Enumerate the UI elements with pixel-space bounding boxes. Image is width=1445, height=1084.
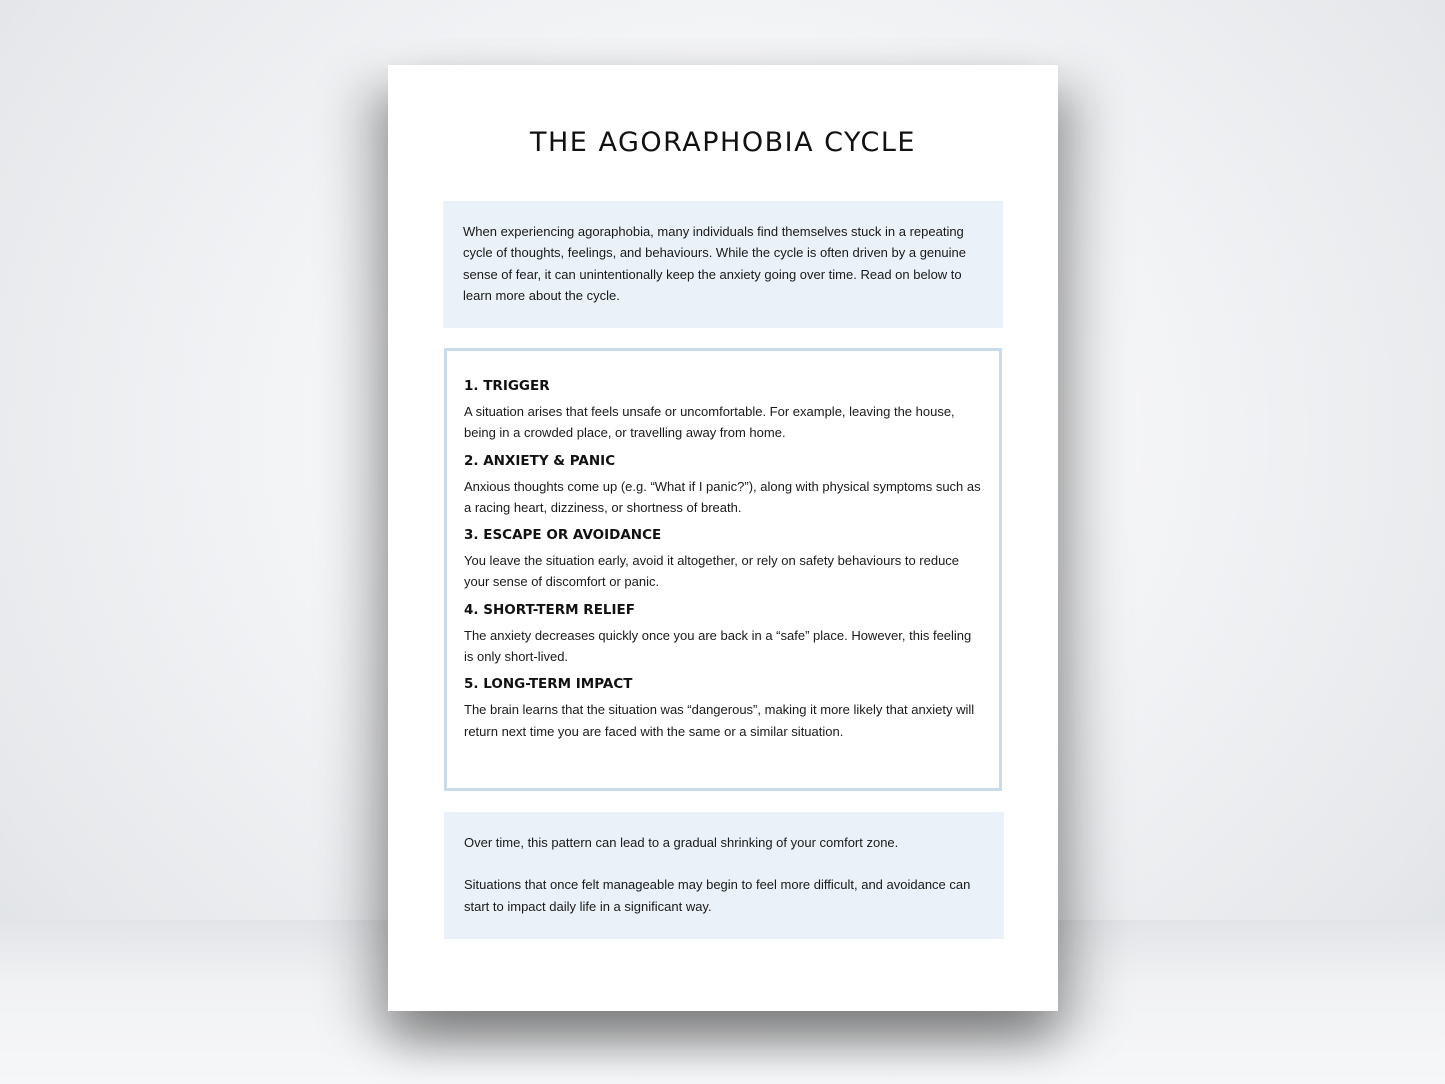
step-text: The brain learns that the situation was “dangerous”, making it more likely that anxiety will return next time you are faced with the same or a similar situation. — [464, 702, 975, 739]
step-text: A situation arises that feels unsafe or uncomfortable. For example, leaving the house, being in a crowded place, or travelling away from home. — [464, 404, 955, 441]
summary-panel — [444, 812, 1004, 939]
step-item — [464, 376, 982, 444]
intro-panel — [443, 201, 1003, 328]
step-text: Anxious thoughts come up (e.g. “What if I panic?”), along with physical symptoms such as a racing heart, dizziness, or shortness of breath. — [464, 478, 981, 515]
step-heading: 2. ANXIETY & PANIC — [464, 452, 616, 469]
step-heading: 1. TRIGGER — [464, 378, 550, 394]
step-item — [464, 674, 982, 742]
cycle-steps-panel — [444, 348, 1002, 791]
step-item — [464, 525, 982, 593]
step-heading: 3. ESCAPE OR AVOIDANCE — [464, 527, 662, 544]
step-item — [464, 600, 982, 668]
page-title: THE AGORAPHOBIA CYCLE — [530, 127, 916, 158]
summary-line-1: Over time, this pattern can lead to a gradual shrinking of your comfort zone. — [464, 835, 899, 850]
worksheet-page — [388, 65, 1058, 1011]
intro-text: When experiencing agoraphobia, many individuals find themselves stuck in a repeating cycle of thoughts, feelings, and behaviours. While the cycle is often driven by a genuine sense of fear, it can unintentionally keep the anxiety going over time. Read on below to learn more about the cycle. — [463, 224, 966, 303]
step-text: The anxiety decreases quickly once you are back in a “safe” place. However, this feeling is only short-lived. — [464, 627, 972, 665]
summary-line-2: Situations that once felt manageable may begin to feel more difficult, and avoidance can start to impact daily life in a significant way. — [464, 877, 971, 914]
step-item — [464, 451, 982, 519]
step-text: You leave the situation early, avoid it altogether, or rely on safety behaviours to reduce your sense of discomfort or panic. — [464, 553, 960, 590]
step-heading: 5. LONG-TERM IMPACT — [464, 676, 633, 693]
step-heading: 4. SHORT-TERM RELIEF — [464, 601, 635, 618]
